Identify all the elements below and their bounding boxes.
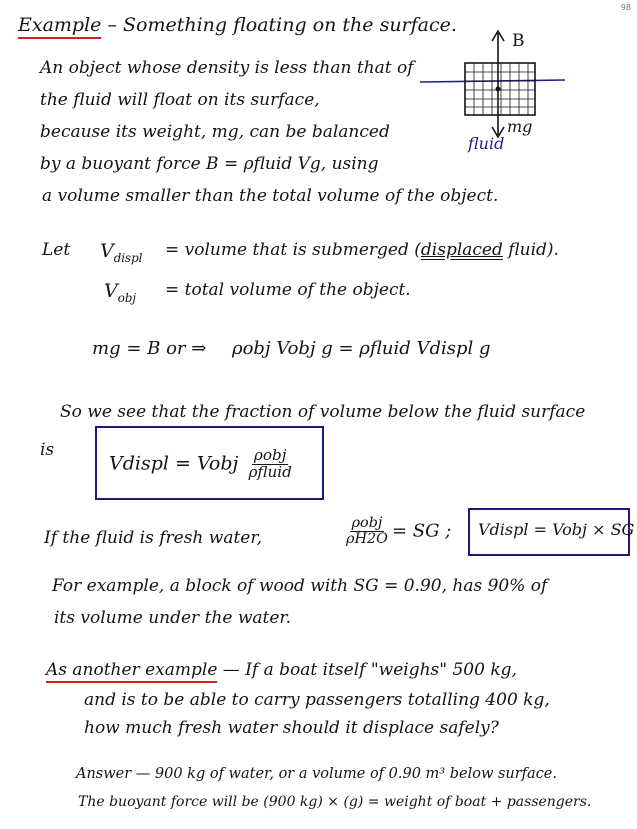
- intro-line-5: a volume smaller than the total volume of the object.: [42, 186, 499, 206]
- boxed-fraction-formula: [95, 426, 324, 500]
- heading-label: Example: [18, 14, 101, 39]
- v-obj-symbol: $V_{obj}$: [104, 280, 136, 305]
- wood-example-line-2: its volume under the water.: [54, 608, 292, 628]
- intro-line-4: by a buoyant force B = ρfluid Vg, using: [40, 154, 379, 174]
- sg-equation: $\frac{\text{ρobj}}{\rho H2O}$ = SG ;: [346, 515, 452, 548]
- boat-example-line-3: how much fresh water should it displace safely?: [84, 718, 499, 738]
- boxed-sg-formula: Vdispl = Vobj × SG: [468, 508, 630, 556]
- heading-text: – Something floating on the surface.: [101, 14, 457, 36]
- page-number: 98: [620, 3, 631, 12]
- density-ratio: $\frac{\text{ρobj}}{\text{ρfluid}}$: [248, 446, 292, 481]
- intro-line-2: the fluid will float on its surface,: [40, 90, 320, 110]
- v-displ-definition: = volume that is submerged (displaced fluid).: [165, 240, 559, 260]
- boat-example-line-2: and is to be able to carry passengers totalling 400 kg,: [84, 690, 550, 710]
- boat-example-line-1: As another example — If a boat itself "weighs" 500 kg,: [46, 660, 517, 680]
- force-label-b: B: [512, 31, 525, 51]
- intro-line-1: An object whose density is less than that of: [40, 58, 414, 78]
- boxed-lhs: Vdispl = Vobj: [109, 452, 239, 475]
- fluid-label: fluid: [468, 134, 505, 153]
- balance-eq-right: ρobj Vobj g = ρfluid Vdispl g: [232, 338, 491, 359]
- heading: [18, 14, 457, 36]
- force-label-mg: mg: [507, 117, 533, 136]
- v-displ-symbol: $V_{displ}$: [100, 240, 143, 265]
- answer-line-1: Answer — 900 kg of water, or a volume of 0.90 m³ below surface.: [76, 766, 557, 782]
- wood-example-line-1: For example, a block of wood with SG = 0.90, has 90% of: [52, 576, 548, 596]
- let-label: Let: [42, 240, 71, 260]
- intro-line-3: because its weight, mg, can be balanced: [40, 122, 390, 142]
- is-label: is: [40, 440, 55, 460]
- answer-line-2: The buoyant force will be (900 kg) × (g) = weight of boat + passengers.: [78, 794, 592, 810]
- fraction-intro: So we see that the fraction of volume below the fluid surface: [60, 402, 586, 422]
- fresh-water-text: If the fluid is fresh water,: [44, 528, 263, 548]
- floating-object-diagram: [410, 25, 600, 165]
- v-obj-definition: = total volume of the object.: [165, 280, 411, 300]
- balance-eq-left: mg = B or ⇒: [92, 338, 207, 359]
